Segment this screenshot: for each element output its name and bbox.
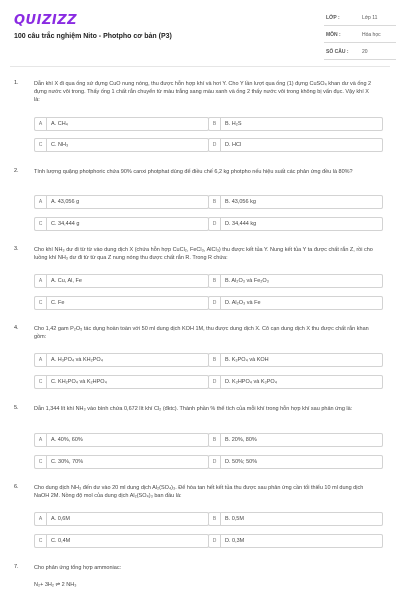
option-letter: B [209,354,221,366]
question-text: Dẫn khí X đi qua ống sứ đựng CuO nung nóng, thu được hỗn hợp khí và hơi Y. Cho Y lần lượt qua ống (1) đựng CuSO₄ khan dư và ống 2 đựng nước vôi trong. Thấy ống 1 chất rắn chuyển từ màu trắng sang màu xanh và ống 2 thấy nước vôi trong không bị vẩn đục. Vậy khí X là: [34,81,372,103]
question-number: 7. [14,564,19,570]
question-number: 3. [14,246,19,252]
divider [10,66,390,67]
option-text: D. Al₂O₃ và Fe [225,300,261,306]
option-text: A. 43,056 g [51,199,80,205]
option-b[interactable] [208,195,383,209]
option-text: C. 0,4M [51,538,71,544]
option-letter: B [209,118,221,130]
option-c[interactable] [34,375,209,389]
option-d[interactable] [208,138,383,152]
option-letter: D [209,535,221,547]
option-text: B. 0,5M [225,516,244,522]
option-letter: D [209,218,221,230]
option-letter: D [209,376,221,388]
meta-value: Lớp 11 [362,15,378,21]
option-letter: C [35,139,47,151]
quizizz-logo: QUIZIZZ [14,13,78,28]
equation: N₂+ 3H₂ ⇌ 2 NH₃ [34,582,77,588]
option-c[interactable] [34,296,209,310]
option-text: B. Al₂O₃ và Fe₂O₃ [225,278,269,284]
meta-subject [324,27,396,43]
option-letter: A [35,354,47,366]
option-a[interactable] [34,195,209,209]
option-letter: D [209,139,221,151]
option-b[interactable] [208,433,383,447]
option-letter: A [35,513,47,525]
option-d[interactable] [208,375,383,389]
option-a[interactable] [34,274,209,288]
meta-question-count [324,44,396,60]
option-text: D. 0,3M [225,538,245,544]
option-a[interactable] [34,353,209,367]
question-text: Cho dung dịch NH₃ đến dư vào 20 ml dung dịch Al₂(SO₄)₃. Để hòa tan hết kết tủa thu được sau phản ứng cần tối thiểu 10 ml dung dịch NaOH 2M. Nồng độ mol của dung dịch Al₂(SO₄)₃ ban đầu là: [34,485,364,499]
option-text: B. 20%, 80% [225,437,257,443]
meta-label: SỐ CÂU : [326,49,349,55]
question-text: Dẫn 1,344 lít khí NH₃ vào bình chứa 0,672 lít khí Cl₂ (đktc). Thành phần % thể tích của mỗi khí trong hỗn hợp khí sau phản ứng là: [34,406,353,412]
option-letter: A [35,118,47,130]
option-letter: C [35,376,47,388]
option-letter: A [35,196,47,208]
option-letter: A [35,434,47,446]
option-letter: C [35,535,47,547]
option-letter: D [209,297,221,309]
option-letter: B [209,434,221,446]
option-text: A. 40%, 60% [51,437,83,443]
option-text: D. HCl [225,142,242,148]
option-text: A. H₃PO₄ và KH₂PO₄ [51,357,103,363]
option-text: C. 34,444 g [51,221,80,227]
option-letter: B [209,275,221,287]
option-b[interactable] [208,117,383,131]
option-c[interactable] [34,455,209,469]
option-d[interactable] [208,217,383,231]
option-text: A. Cu, Al, Fe [51,278,82,284]
option-letter: C [35,456,47,468]
option-a[interactable] [34,512,209,526]
meta-label: LỚP : [326,15,340,21]
question-number: 1. [14,80,19,86]
option-text: C. NH₃ [51,142,69,148]
question-number: 4. [14,325,19,331]
meta-value: 20 [362,49,368,55]
option-text: A. CH₄ [51,121,68,127]
option-letter: B [209,196,221,208]
option-letter: A [35,275,47,287]
question-number: 2. [14,168,19,174]
option-text: B. K₃PO₄ và KOH [225,357,269,363]
option-b[interactable] [208,353,383,367]
meta-grade [324,10,396,26]
option-d[interactable] [208,296,383,310]
question-text: Tính lượng quặng photphoric chứa 90% canxi photphat dùng để điều chế 6,2 kg photpho nếu hiệu suất các phản ứng đều là 80%? [34,169,353,175]
option-letter: C [35,218,47,230]
option-d[interactable] [208,455,383,469]
option-text: A. 0,6M [51,516,70,522]
option-letter: C [35,297,47,309]
option-text: D. 34,444 kg [225,221,257,227]
meta-value: Hóa học [362,32,381,38]
question-text: Cho phản ứng tổng hợp ammoniac: [34,565,122,571]
meta-label: MÔN : [326,32,341,38]
option-text: C. Fe [51,300,65,306]
option-b[interactable] [208,274,383,288]
option-c[interactable] [34,138,209,152]
option-letter: B [209,513,221,525]
option-b[interactable] [208,512,383,526]
option-a[interactable] [34,433,209,447]
question-text: Cho 1,42 gam P₂O₅ tác dụng hoàn toàn với 50 ml dung dịch KOH 1M, thu được dung dịch X. Cô cạn dung dịch X thu được chất rắn khan gồm: [34,326,369,340]
option-c[interactable] [34,217,209,231]
page-title: 100 câu trắc nghiệm Nito - Photpho cơ bản (P3) [14,33,172,40]
question-number: 6. [14,484,19,490]
option-text: C. KH₂PO₄ và K₂HPO₄ [51,379,107,385]
option-text: D. 50%; 50% [225,459,258,465]
option-text: C. 30%, 70% [51,459,84,465]
question-text: Cho khí NH₃ dư đi từ từ vào dung dịch X (chứa hỗn hợp CuCl₂, FeCl₃, AlCl₃) thu được kết tủa Y. Nung kết tủa Y ta được chất rắn Z, rồi cho luồng khí NH₃ dư đi từ từ qua Z nung nóng thu được chất rắn R. Trong R chứa: [34,247,373,261]
option-text: B. 43,056 kg [225,199,256,205]
header [0,0,400,62]
option-text: D. K₂HPO₄ và K₃PO₄ [225,379,277,385]
option-c[interactable] [34,534,209,548]
option-letter: D [209,456,221,468]
question-number: 5. [14,405,19,411]
option-a[interactable] [34,117,209,131]
option-d[interactable] [208,534,383,548]
option-text: B. H₂S [225,121,242,127]
